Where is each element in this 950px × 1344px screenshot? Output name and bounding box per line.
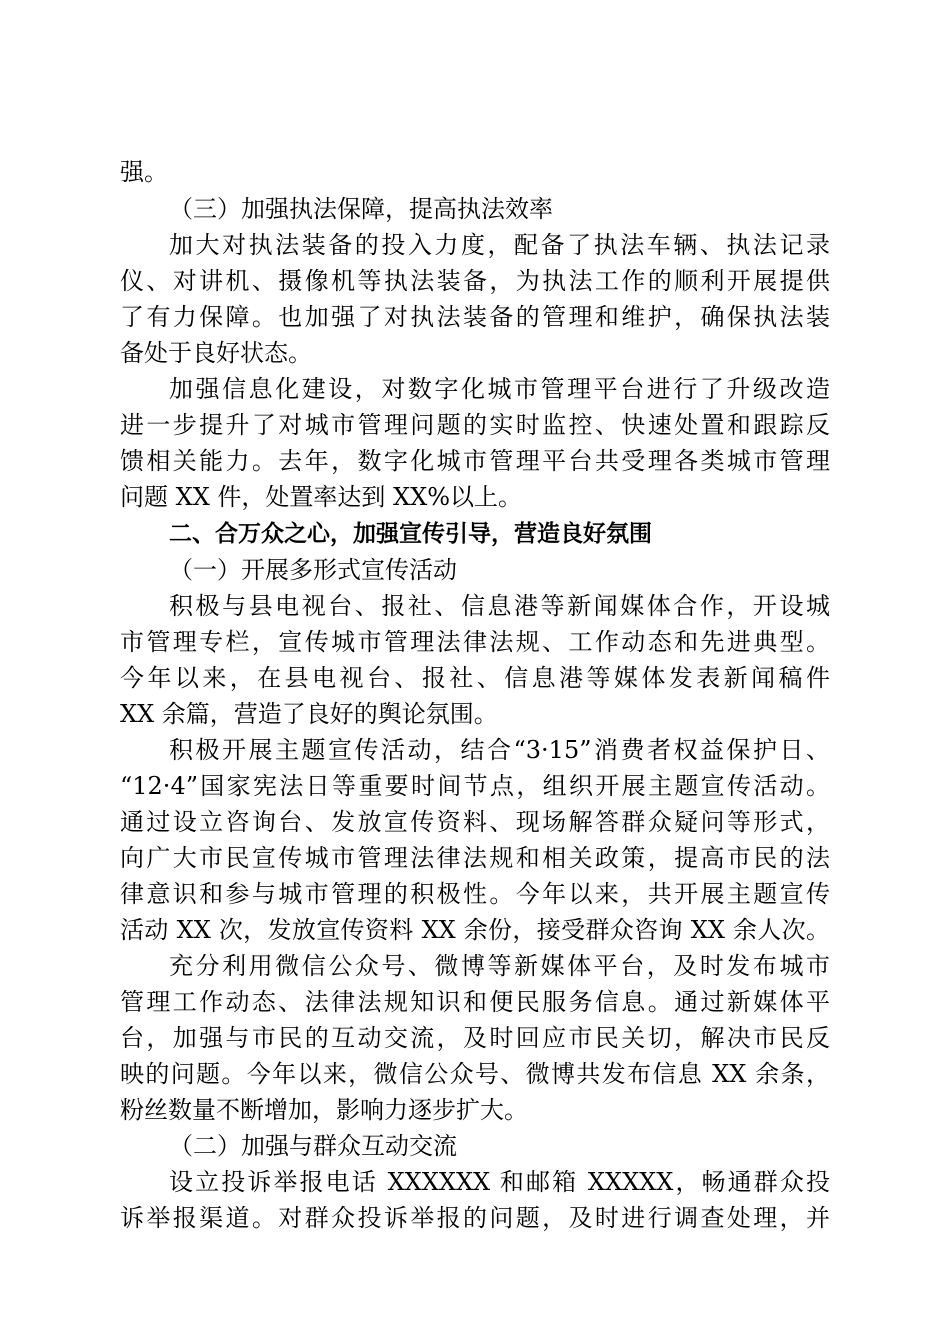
body-text-line: 强。 [120, 158, 168, 186]
body-text-line: 律意识和参与城市管理的积极性。今年以来，共开展主题宣传 [120, 880, 830, 908]
body-text-line: 积极开展主题宣传活动，结合“3·15”消费者权益保护日、 [169, 736, 830, 764]
body-text-line: 粉丝数量不断增加，影响力逐步扩大。 [120, 1096, 528, 1124]
body-text-line: 台，加强与市民的互动交流，及时回应市民关切，解决市民反 [120, 1024, 830, 1052]
body-text-line: 活动 XX 次，发放宣传资料 XX 余份，接受群众咨询 XX 余人次。 [120, 916, 830, 944]
section-heading: 二、合万众之心，加强宣传引导，营造良好氛围 [169, 521, 652, 547]
body-text-line: 向广大市民宣传城市管理法律法规和相关政策，提高市民的法 [120, 844, 830, 872]
body-text-line: XX 余篇，营造了良好的舆论氛围。 [120, 700, 498, 728]
body-text-line: 积极与县电视台、报社、信息港等新闻媒体合作，开设城 [169, 592, 830, 620]
body-text-line: 问题 XX 件，处置率达到 XX%以上。 [120, 483, 523, 511]
subheading-line: （二）加强与群众互动交流 [169, 1132, 457, 1160]
body-text-line: 今年以来，在县电视台、报社、信息港等媒体发表新闻稿件 [120, 664, 830, 692]
body-text-line: 加大对执法装备的投入力度，配备了执法车辆、执法记录 [169, 231, 830, 259]
body-text-line: 馈相关能力。去年，数字化城市管理平台共受理各类城市管理 [120, 447, 830, 475]
body-text-line: 通过设立咨询台、发放宣传资料、现场解答群众疑问等形式， [120, 808, 830, 836]
body-text-line: 诉举报渠道。对群众投诉举报的问题，及时进行调查处理，并 [120, 1204, 830, 1232]
body-text-line: 仪、对讲机、摄像机等执法装备，为执法工作的顺利开展提供 [120, 267, 830, 295]
subheading-line: （一）开展多形式宣传活动 [169, 556, 457, 584]
body-text-line: “12·4”国家宪法日等重要时间节点，组织开展主题宣传活动。 [120, 772, 830, 800]
body-text-line: 映的问题。今年以来，微信公众号、微博共发布信息 XX 余条， [120, 1060, 830, 1088]
body-text-line: 备处于良好状态。 [120, 339, 312, 367]
body-text-line: 加强信息化建设，对数字化城市管理平台进行了升级改造 [169, 375, 830, 403]
body-text-line: 充分利用微信公众号、微博等新媒体平台，及时发布城市 [169, 952, 830, 980]
body-text-line: 了有力保障。也加强了对执法装备的管理和维护，确保执法装 [120, 303, 830, 331]
body-text-line: 管理工作动态、法律法规知识和便民服务信息。通过新媒体平 [120, 988, 830, 1016]
body-text-line: 设立投诉举报电话 XXXXXX 和邮箱 XXXXX，畅通群众投 [169, 1168, 830, 1196]
subheading-line: （三）加强执法保障，提高执法效率 [169, 195, 553, 223]
body-text-line: 进一步提升了对城市管理问题的实时监控、快速处置和跟踪反 [120, 411, 830, 439]
body-text-line: 市管理专栏，宣传城市管理法律法规、工作动态和先进典型。 [120, 628, 830, 656]
